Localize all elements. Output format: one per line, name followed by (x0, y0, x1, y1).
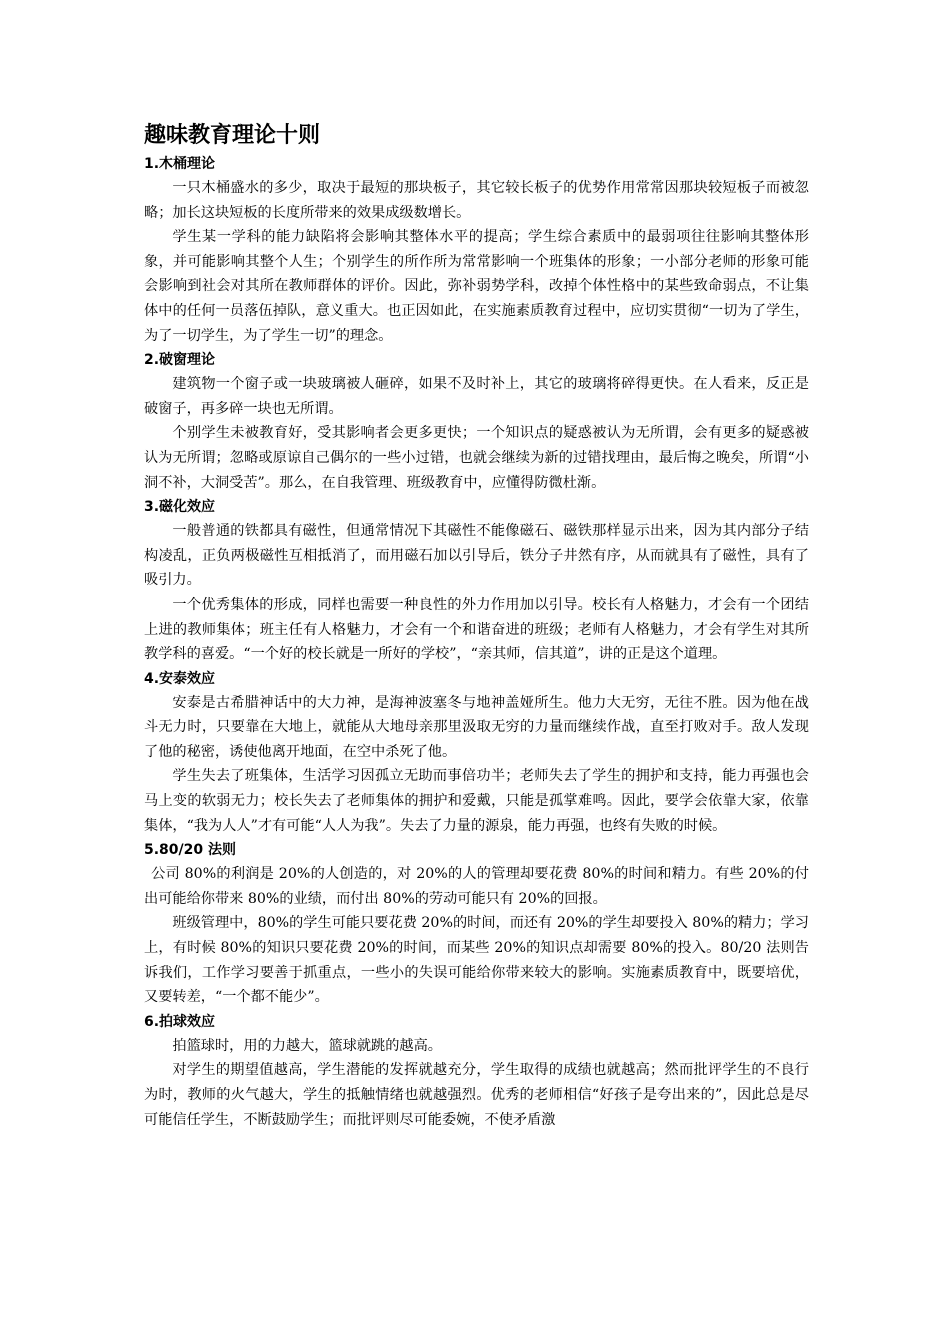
section-heading: 4.安泰效应 (144, 670, 216, 687)
paragraph: 一只木桶盛水的多少，取决于最短的那块板子，其它较长板子的优势作用常常因那块较短板子而被忽略；加长这块短板的长度所带来的效果成级数增长。 (144, 180, 809, 221)
paragraph: 拍篮球时，用的力越大，篮球就跳的越高。 (172, 1037, 442, 1054)
document-title: 趣味教育理论十则 (144, 123, 321, 148)
paragraph: 安泰是古希腊神话中的大力神，是海神波塞冬与地神盖娅所生。他力大无穷，无往不胜。因为他在战斗无力时，只要靠在大地上，就能从大地母亲那里汲取无穷的力量而继续作战，直至打败对手。敌人发现了他的秘密，诱使他离开地面，在空中杀死了他。 (144, 694, 809, 760)
paragraph: 公司 80%的利润是 20%的人创造的，对 20%的人的管理却要花费 80%的时间和精力。有些 20%的付出可能给你带来 80%的业绩，而付出 80%的劳动可能只有 20%的回报。 (144, 866, 809, 907)
paragraph: 一个优秀集体的形成，同样也需要一种良性的外力作用加以引导。校长有人格魅力，才会有一个团结上进的教师集体；班主任有人格魅力，才会有一个和谐奋进的班级；老师有人格魅力，才会有学生对其所教学科的喜爱。“一个好的校长就是一所好的学校”，“亲其师，信其道”，讲的正是这个道理。 (144, 596, 809, 663)
section-pareto (144, 838, 809, 1010)
paragraph: 一般普通的铁都具有磁性，但通常情况下其磁性不能像磁石、磁铁那样显示出来，因为其内部分子结构凌乱，正负两极磁性互相抵消了，而用磁石加以引导后，铁分子井然有序，从而就具有了磁性，具有了吸引力。 (144, 523, 809, 589)
paragraph: 建筑物一个窗子或一块玻璃被人砸碎，如果不及时补上，其它的玻璃将碎得更快。在人看来，反正是破窗子，再多碎一块也无所谓。 (144, 376, 809, 417)
section-heading: 6.拍球效应 (144, 1013, 216, 1030)
document-body (144, 120, 809, 1132)
section-magnetization (144, 495, 809, 667)
section-antaeus (144, 667, 809, 839)
section-broken-window (144, 348, 809, 495)
section-heading: 2.破窗理论 (144, 352, 216, 369)
section-heading: 3.磁化效应 (144, 499, 216, 516)
section-ball-bounce (144, 1010, 809, 1132)
paragraph: 对学生的期望值越高，学生潜能的发挥就越充分，学生取得的成绩也就越高；然而批评学生的不良行为时，教师的火气越大，学生的抵触情绪也就越强烈。优秀的老师相信“好孩子是夸出来的”，因此总是尽可能信任学生，不断鼓励学生；而批评则尽可能委婉，不使矛盾激 (144, 1062, 809, 1128)
section-heading: 1.木桶理论 (144, 156, 216, 172)
paragraph: 学生某一学科的能力缺陷将会影响其整体水平的提高；学生综合素质中的最弱项往往影响其整体形象，并可能影响其整个人生；个别学生的所作所为常常影响一个班集体的形象；一小部分老师的形象可能会影响到社会对其所在教师群体的评价。因此，弥补弱势学科，改掉个体性格中的某些致命弱点，不让集体中的任何一员落伍掉队，意义重大。也正因如此，在实施素质教育过程中，应切实贯彻“一切为了学生，为了一切学生，为了学生一切”的理念。 (144, 229, 809, 344)
paragraph: 学生失去了班集体，生活学习因孤立无助而事倍功半；老师失去了学生的拥护和支持，能力再强也会马上变的软弱无力；校长失去了老师集体的拥护和爱戴，只能是孤掌难鸣。因此，要学会依靠大家，依靠集体，“我为人人”才有可能“人人为我”。失去了力量的源泉，能力再强，也终有失败的时候。 (144, 768, 809, 834)
section-heading: 5.80/20 法则 (144, 842, 237, 859)
paragraph: 班级管理中，80%的学生可能只要花费 20%的时间，而还有 20%的学生却要投入 80%的精力；学习上，有时候 80%的知识只要花费 20%的时间，而某些 20%的知识点却需要 80%的投入。80/20 法则告诉我们，工作学习要善于抓重点，一些小的失误可能给你带来较大的影响。实施素质教育中，既要培优，又要转差，“一个都不能少”。 (144, 915, 809, 1006)
section-wooden-barrel (144, 152, 809, 348)
paragraph: 个别学生未被教育好，受其影响者会更多更快；一个知识点的疑惑被认为无所谓，会有更多的疑惑被认为无所谓；忽略或原谅自己偶尔的一些小过错，也就会继续为新的过错找理由，最后悔之晚矣，所谓“小洞不补，大洞受苦”。那么，在自我管理、班级教育中，应懂得防微杜渐。 (144, 425, 809, 491)
